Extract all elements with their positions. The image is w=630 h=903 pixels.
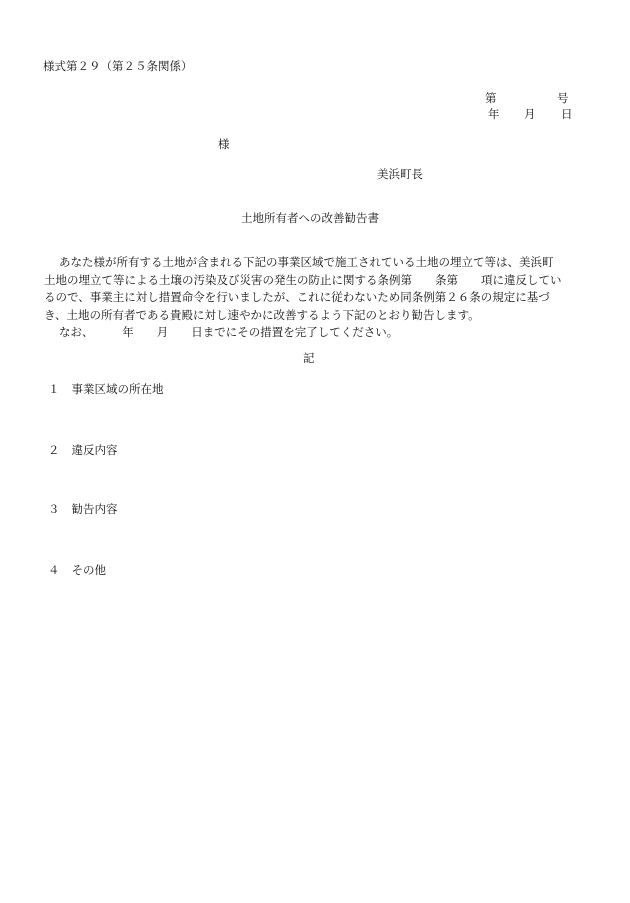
date-month: 月 bbox=[524, 107, 536, 121]
list-item bbox=[48, 563, 106, 578]
item-label: 事業区域の所在地 bbox=[71, 382, 164, 396]
item-label: その他 bbox=[71, 563, 106, 577]
addressee-sama: 様 bbox=[218, 137, 230, 151]
item-label: 勧告内容 bbox=[71, 502, 118, 516]
item-number: ３ bbox=[48, 502, 60, 516]
date-year: 年 bbox=[488, 107, 500, 121]
body-line: るので、事業主に対し措置命令を行いましたが、これに従わないため同条例第２６条の規定に基づ bbox=[44, 290, 550, 305]
item-label: 違反内容 bbox=[71, 443, 118, 457]
body-line: なお、 年 月 日までにその措置を完了してください。 bbox=[59, 325, 399, 340]
item-number: １ bbox=[48, 382, 60, 396]
ki-heading: 記 bbox=[303, 351, 315, 365]
date-day: 日 bbox=[561, 107, 573, 121]
body-line: き、土地の所有者である貴殿に対し速やかに改善するよう下記のとおり勧告します。 bbox=[44, 307, 480, 322]
body-paragraph bbox=[44, 254, 584, 342]
doc-number-dai: 第 bbox=[485, 91, 497, 105]
item-number: ２ bbox=[48, 443, 60, 457]
body-line: 土地の埋立て等による土壌の汚染及び災害の発生の防止に関する条例第 条第 項に違反してい bbox=[44, 272, 562, 287]
item-number: ４ bbox=[48, 563, 60, 577]
list-item bbox=[48, 382, 164, 397]
document-title: 土地所有者への改善勧告書 bbox=[241, 211, 379, 225]
form-number: 様式第２９（第２５条関係） bbox=[43, 59, 193, 73]
list-item bbox=[48, 443, 118, 458]
doc-number-go: 号 bbox=[557, 91, 569, 105]
issuer: 美浜町長 bbox=[377, 167, 423, 181]
body-line: あなた様が所有する土地が含まれる下記の事業区域で施工されている土地の埋立て等は、美浜町 bbox=[59, 255, 554, 269]
list-item bbox=[48, 502, 118, 517]
